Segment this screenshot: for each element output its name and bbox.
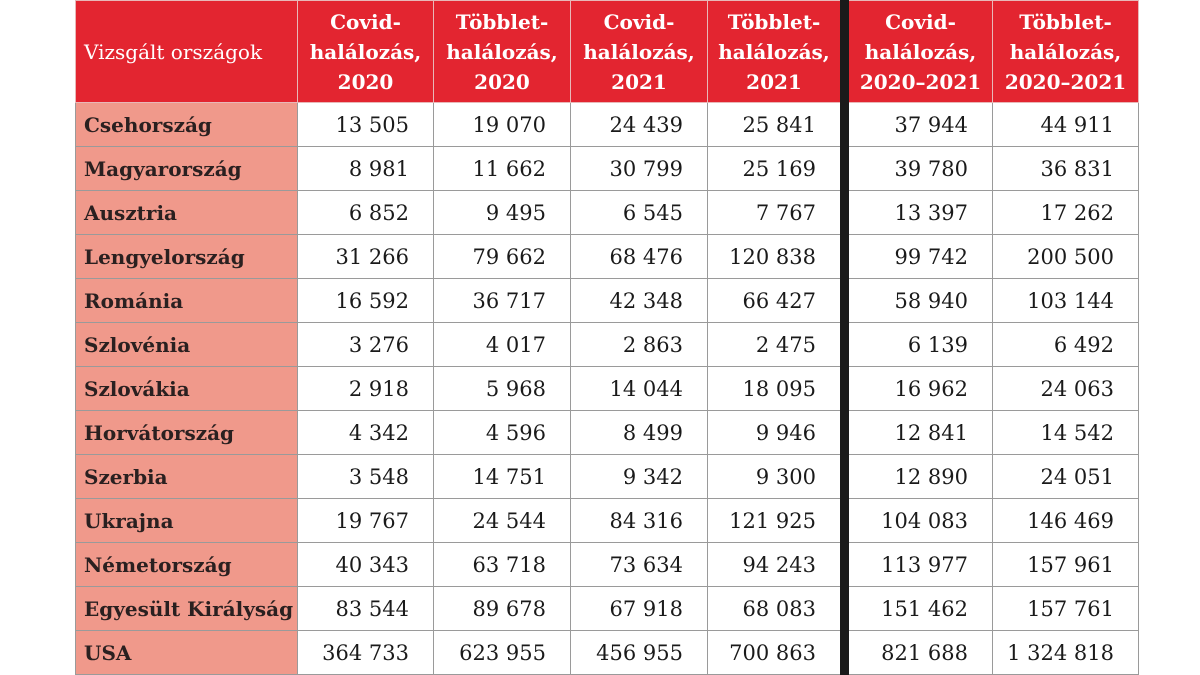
value-cell: 14 542 — [993, 411, 1139, 455]
value-cell: 25 841 — [708, 103, 845, 147]
header-col-4-line-3: 2021 — [746, 69, 802, 94]
value-cell: 113 977 — [845, 543, 993, 587]
value-cell: 103 144 — [993, 279, 1139, 323]
table-body — [76, 103, 1139, 675]
value-cell: 4 342 — [298, 411, 434, 455]
value-cell: 9 495 — [434, 191, 571, 235]
value-cell: 24 063 — [993, 367, 1139, 411]
value-cell: 12 841 — [845, 411, 993, 455]
value-cell: 4 017 — [434, 323, 571, 367]
value-cell: 36 831 — [993, 147, 1139, 191]
value-cell: 8 981 — [298, 147, 434, 191]
value-cell: 6 852 — [298, 191, 434, 235]
value-cell: 9 342 — [571, 455, 708, 499]
value-cell: 2 863 — [571, 323, 708, 367]
header-col-6-line-2: halálozás, — [1009, 39, 1122, 64]
value-cell: 14 751 — [434, 455, 571, 499]
table-row — [76, 147, 1139, 191]
value-cell: 31 266 — [298, 235, 434, 279]
value-cell: 24 439 — [571, 103, 708, 147]
value-cell: 83 544 — [298, 587, 434, 631]
country-cell: Ukrajna — [76, 499, 298, 543]
country-cell: Románia — [76, 279, 298, 323]
country-cell: Lengyelország — [76, 235, 298, 279]
value-cell: 25 169 — [708, 147, 845, 191]
header-col-2-line-3: 2020 — [474, 69, 530, 94]
value-cell: 17 262 — [993, 191, 1139, 235]
mortality-table — [75, 0, 1139, 675]
country-cell: Németország — [76, 543, 298, 587]
value-cell: 89 678 — [434, 587, 571, 631]
table-row — [76, 191, 1139, 235]
table-row — [76, 543, 1139, 587]
value-cell: 42 348 — [571, 279, 708, 323]
value-cell: 821 688 — [845, 631, 993, 675]
value-cell: 68 476 — [571, 235, 708, 279]
value-cell: 8 499 — [571, 411, 708, 455]
country-cell: Csehország — [76, 103, 298, 147]
value-cell: 19 767 — [298, 499, 434, 543]
header-col-6-line-3: 2020–2021 — [1004, 69, 1127, 94]
header-col-1-line-2: halálozás, — [309, 39, 422, 64]
value-cell: 37 944 — [845, 103, 993, 147]
value-cell: 30 799 — [571, 147, 708, 191]
value-cell: 73 634 — [571, 543, 708, 587]
header-col-3-line-3: 2021 — [611, 69, 667, 94]
value-cell: 700 863 — [708, 631, 845, 675]
header-col-3 — [571, 1, 708, 103]
country-cell: USA — [76, 631, 298, 675]
country-cell: Szlovákia — [76, 367, 298, 411]
value-cell: 456 955 — [571, 631, 708, 675]
header-col-6-line-1: Többlet- — [1019, 9, 1112, 34]
header-col-1 — [298, 1, 434, 103]
value-cell: 4 596 — [434, 411, 571, 455]
header-row — [76, 1, 1139, 103]
value-cell: 146 469 — [993, 499, 1139, 543]
country-cell: Egyesült Királyság — [76, 587, 298, 631]
header-col-5 — [845, 1, 993, 103]
value-cell: 58 940 — [845, 279, 993, 323]
header-col-5-line-2: halálozás, — [864, 39, 977, 64]
value-cell: 24 544 — [434, 499, 571, 543]
value-cell: 13 397 — [845, 191, 993, 235]
table-row — [76, 499, 1139, 543]
value-cell: 18 095 — [708, 367, 845, 411]
value-cell: 16 962 — [845, 367, 993, 411]
value-cell: 1 324 818 — [993, 631, 1139, 675]
country-cell: Horvátország — [76, 411, 298, 455]
value-cell: 11 662 — [434, 147, 571, 191]
value-cell: 623 955 — [434, 631, 571, 675]
value-cell: 2 918 — [298, 367, 434, 411]
country-cell: Ausztria — [76, 191, 298, 235]
header-col-2-line-2: halálozás, — [446, 39, 558, 64]
value-cell: 63 718 — [434, 543, 571, 587]
value-cell: 16 592 — [298, 279, 434, 323]
header-col-2 — [434, 1, 571, 103]
value-cell: 84 316 — [571, 499, 708, 543]
value-cell: 14 044 — [571, 367, 708, 411]
table-row — [76, 235, 1139, 279]
value-cell: 7 767 — [708, 191, 845, 235]
value-cell: 6 139 — [845, 323, 993, 367]
value-cell: 44 911 — [993, 103, 1139, 147]
table-row — [76, 323, 1139, 367]
value-cell: 157 961 — [993, 543, 1139, 587]
value-cell: 2 475 — [708, 323, 845, 367]
value-cell: 5 968 — [434, 367, 571, 411]
value-cell: 13 505 — [298, 103, 434, 147]
value-cell: 39 780 — [845, 147, 993, 191]
table-row — [76, 631, 1139, 675]
value-cell: 104 083 — [845, 499, 993, 543]
value-cell: 364 733 — [298, 631, 434, 675]
value-cell: 157 761 — [993, 587, 1139, 631]
country-cell: Szerbia — [76, 455, 298, 499]
value-cell: 120 838 — [708, 235, 845, 279]
table-row — [76, 587, 1139, 631]
value-cell: 12 890 — [845, 455, 993, 499]
header-col-1-line-3: 2020 — [337, 69, 394, 94]
header-col-3-line-2: halálozás, — [583, 39, 695, 64]
value-cell: 200 500 — [993, 235, 1139, 279]
value-cell: 9 300 — [708, 455, 845, 499]
value-cell: 67 918 — [571, 587, 708, 631]
value-cell: 121 925 — [708, 499, 845, 543]
table-row — [76, 279, 1139, 323]
value-cell: 66 427 — [708, 279, 845, 323]
table-row — [76, 411, 1139, 455]
value-cell: 3 276 — [298, 323, 434, 367]
value-cell: 9 946 — [708, 411, 845, 455]
value-cell: 151 462 — [845, 587, 993, 631]
value-cell: 6 545 — [571, 191, 708, 235]
header-col-5-line-3: 2020–2021 — [859, 69, 982, 94]
country-cell: Szlovénia — [76, 323, 298, 367]
value-cell: 79 662 — [434, 235, 571, 279]
header-col-1-line-1: Covid- — [330, 9, 401, 34]
value-cell: 99 742 — [845, 235, 993, 279]
header-col-5-line-1: Covid- — [885, 9, 956, 34]
value-cell: 40 343 — [298, 543, 434, 587]
table-row — [76, 455, 1139, 499]
mortality-table-container — [75, 0, 1138, 675]
value-cell: 3 548 — [298, 455, 434, 499]
value-cell: 6 492 — [993, 323, 1139, 367]
table-header — [76, 1, 1139, 103]
header-col-2-line-1: Többlet- — [455, 9, 549, 34]
header-col-6 — [993, 1, 1139, 103]
header-col-4 — [708, 1, 845, 103]
header-country: Vizsgált országok — [76, 1, 298, 103]
header-col-4-line-2: halálozás, — [718, 39, 830, 64]
country-cell: Magyarország — [76, 147, 298, 191]
header-col-3-line-1: Covid- — [603, 9, 675, 34]
header-col-4-line-1: Többlet- — [727, 9, 821, 34]
value-cell: 68 083 — [708, 587, 845, 631]
table-row — [76, 103, 1139, 147]
value-cell: 36 717 — [434, 279, 571, 323]
table-row — [76, 367, 1139, 411]
value-cell: 24 051 — [993, 455, 1139, 499]
value-cell: 19 070 — [434, 103, 571, 147]
value-cell: 94 243 — [708, 543, 845, 587]
